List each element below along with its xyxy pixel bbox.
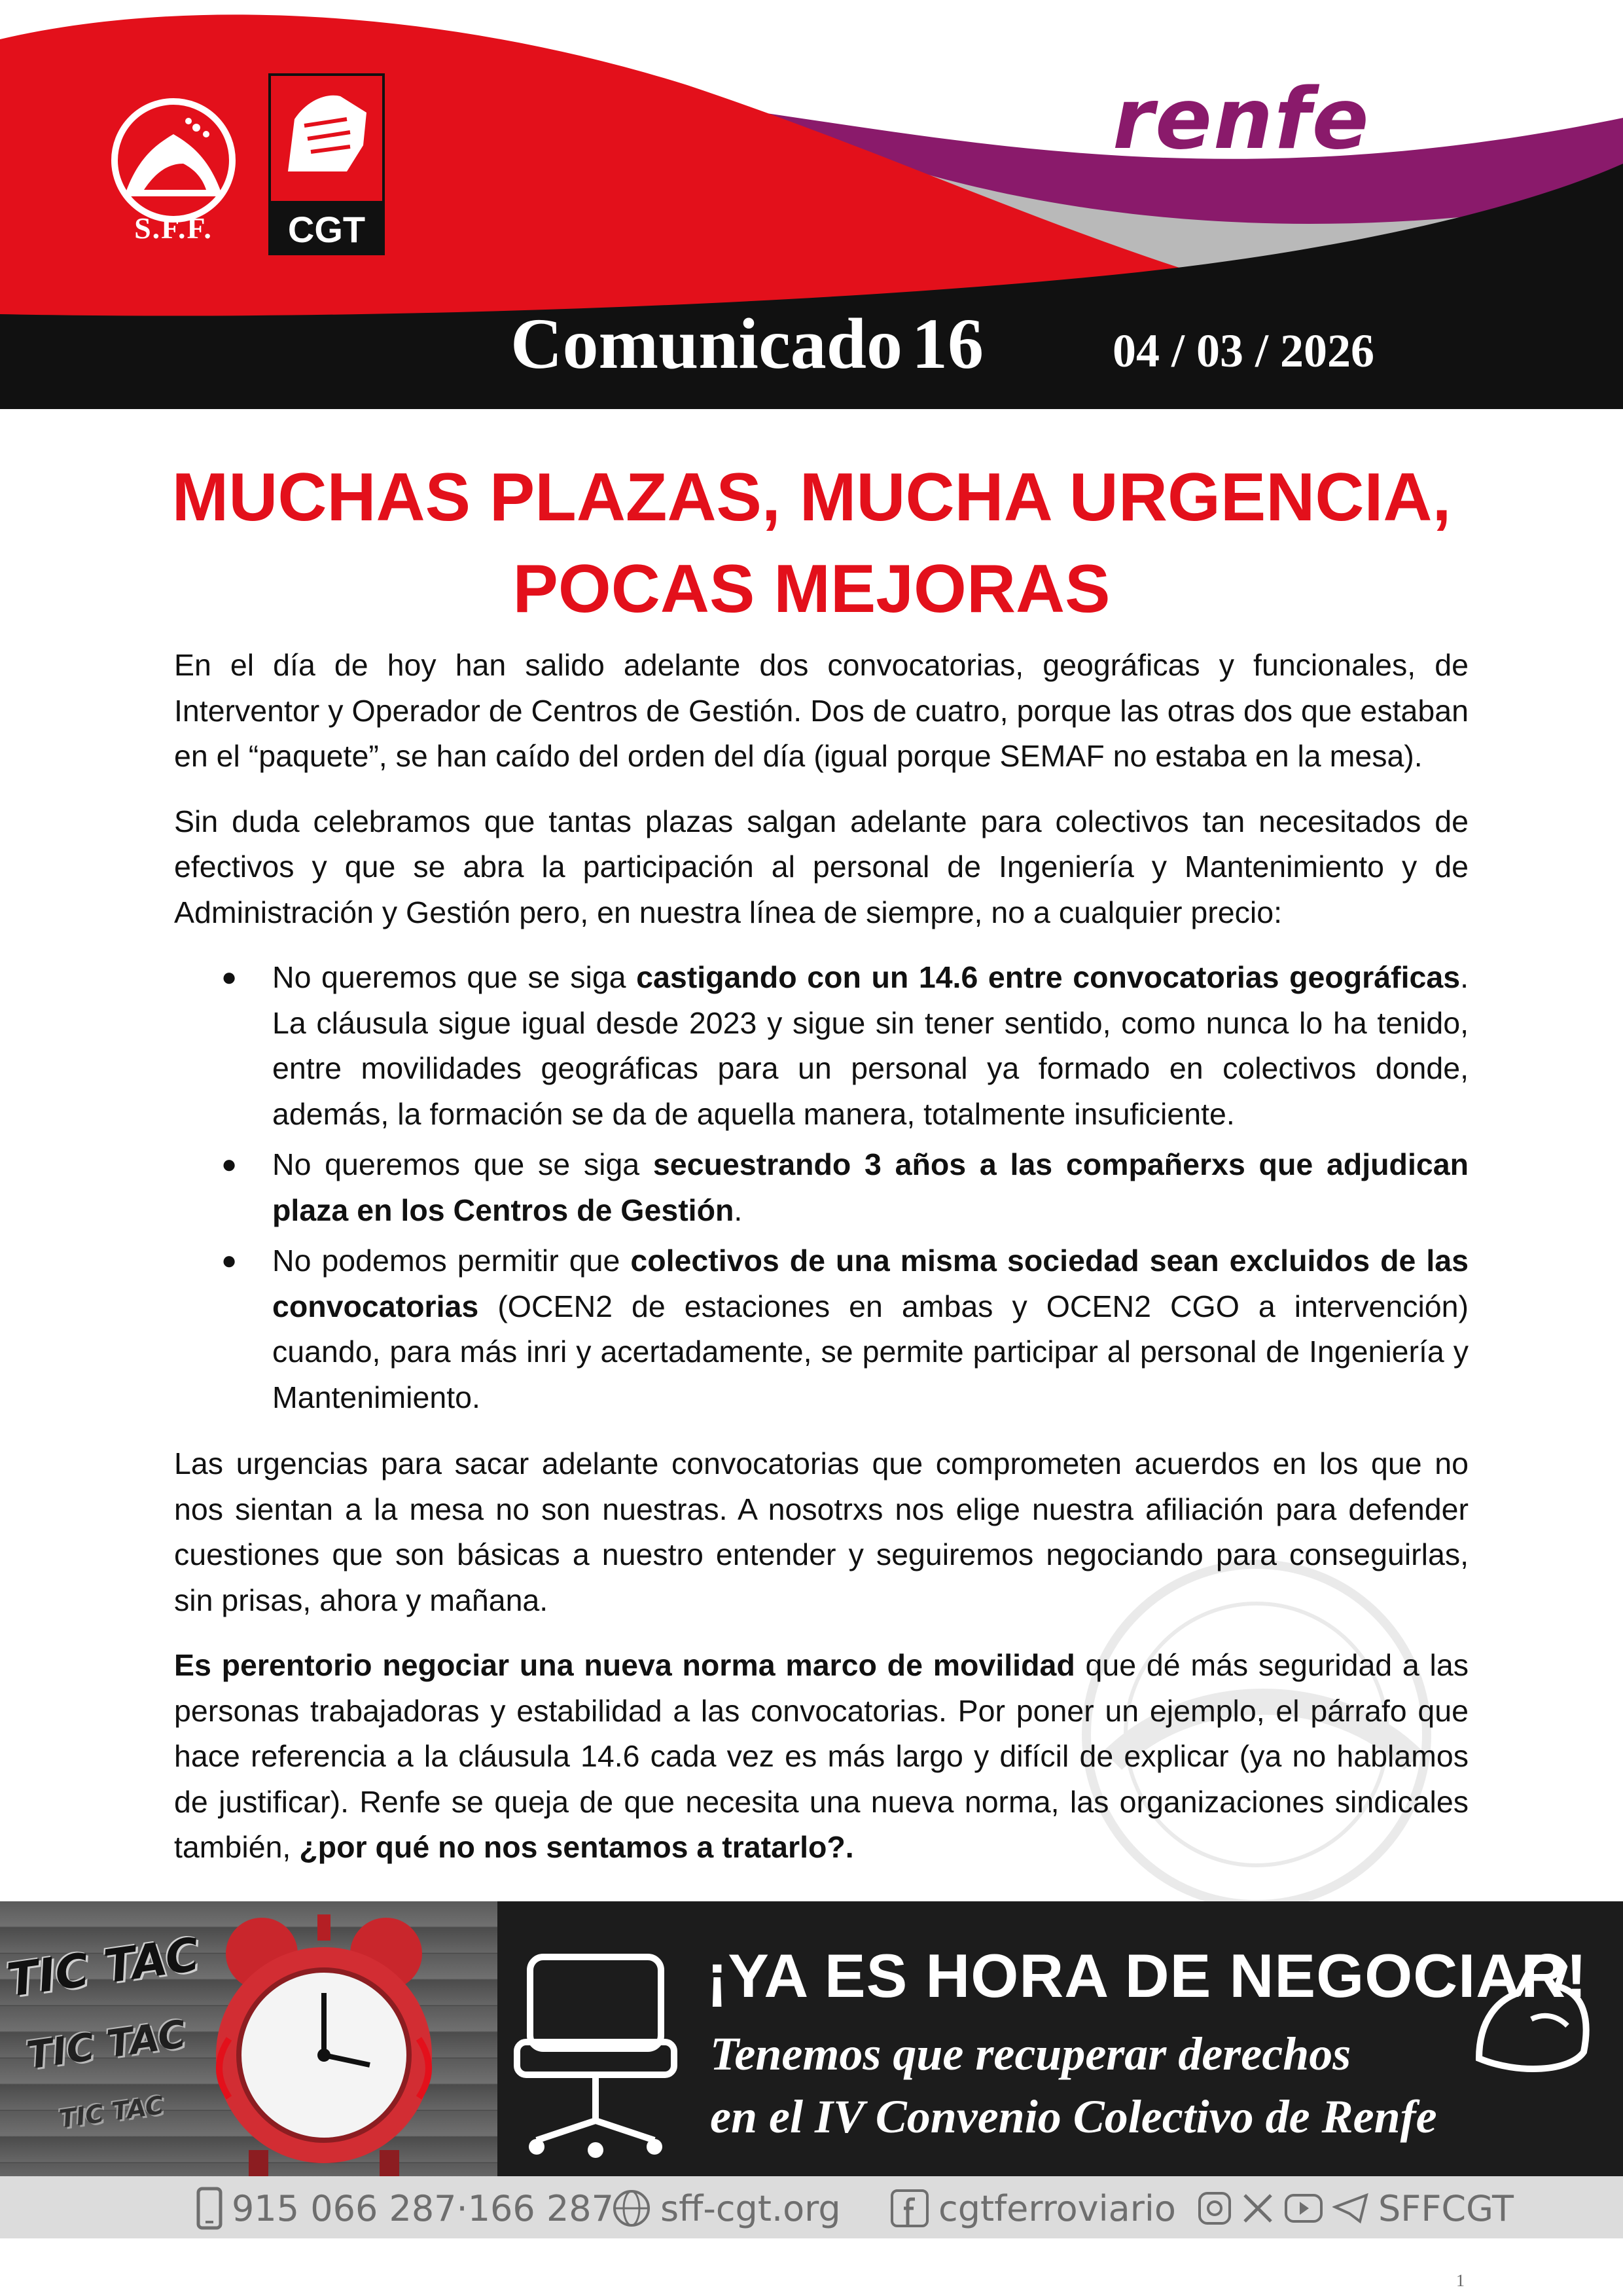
banner-subtitle-1: Tenemos que recuperar derechos [710, 2028, 1351, 2080]
sff-label: S.F.F. [134, 211, 213, 245]
instagram-icon [1198, 2191, 1232, 2225]
facebook-handle: cgtferroviario [938, 2187, 1176, 2229]
comunicado-heading [510, 302, 984, 386]
paragraph-2: Sin duda celebramos que tantas plazas salgan adelante para colectivos tan necesitados de efectivos y que se abra la participación al personal de Ingeniería y Mantenimiento y de Administración y Gestión pero, en nuestra línea de siempre, no a cualquier precio: [174, 804, 1469, 929]
youtube-icon [1284, 2191, 1323, 2225]
alarm-clock-icon [190, 1908, 458, 2176]
negotiation-banner [0, 1901, 1623, 2176]
x-twitter-icon [1241, 2191, 1275, 2225]
flexed-arm-icon [1459, 1941, 1603, 2085]
phone-icon [196, 2187, 223, 2230]
website: sff-cgt.org [660, 2187, 841, 2229]
banner-headline: ¡YA ES HORA DE NEGOCIAR! [707, 1941, 1588, 2010]
page-number: 1 [1456, 2271, 1465, 2290]
comunicado-number: 16 [911, 304, 984, 384]
facebook-icon [890, 2189, 929, 2228]
globe-icon [612, 2189, 651, 2228]
document-body [174, 643, 1469, 1890]
bullet-icon: ● [221, 1246, 238, 1275]
tictac-text-2: TIC TAC [24, 2011, 189, 2078]
tictac-text-3: TIC TAC [57, 2090, 166, 2134]
list-item: ● No queremos que se siga secuestrando 3 años a las compañerxs que adjudican plaza en los Centros de Gestión. [174, 1142, 1469, 1233]
list-item: ● No queremos que se siga castigando con un 14.6 entre convocatorias geográficas. La cláusula sigue igual desde 2023 y sigue sin tener sentido, como nunca lo ha tenido, entre movilidades geográficas para un personal ya formado en colectivos donde, además, la formación se da de aquella manera, totalmente insuficiente. [174, 955, 1469, 1137]
comunicado-date: 04 / 03 / 2026 [1113, 325, 1375, 377]
telegram-icon [1332, 2191, 1369, 2225]
paragraph-1: En el día de hoy han salido adelante dos convocatorias, geográficas y funcionales, de Interventor y Operador de Centros de Gestión. Dos de cuatro, porque las otras dos que estaban en el “paquete”, se han caído del orden del día (igual porque SEMAF no estaba en la mesa). [174, 648, 1469, 773]
contact-phone[interactable] [196, 2185, 614, 2231]
renfe-logo: renfe [1113, 71, 1370, 168]
contact-social[interactable] [1198, 2185, 1514, 2231]
tictac-text-1: TIC TAC [3, 1927, 203, 2008]
paragraph-3: Las urgencias para sacar adelante convocatorias que comprometen acuerdos en los que no nos sientan a la mesa no son nuestras. A nosotrxs nos elige nuestra afiliación para defender cuestiones que son básicas a nuestro entender y seguiremos negociando para conseguirlas, sin prisas, ahora y mañana. [174, 1446, 1469, 1617]
banner-subtitle-2: en el IV Convenio Colectivo de Renfe [710, 2090, 1437, 2143]
bullet-icon: ● [221, 963, 238, 992]
contact-bar [0, 2176, 1623, 2238]
title-line-1: MUCHAS PLAZAS, MUCHA URGENCIA, [171, 459, 1452, 535]
bullet-list [174, 955, 1469, 1420]
contact-facebook[interactable] [890, 2185, 1176, 2231]
phone-number: 915 066 287·166 287 [232, 2187, 615, 2229]
comunicado-label: Comunicado [510, 304, 902, 384]
list-item: ● No podemos permitir que colectivos de una misma sociedad sean excluidos de las convocatorias (OCEN2 de estaciones en ambas y OCEN2 CGO a intervención) cuando, para más inri y acertadamente, se permite participar al personal de Ingeniería y Mantenimiento. [174, 1238, 1469, 1420]
title-line-2: POCAS MEJORAS [512, 551, 1111, 627]
paragraph-4: Es perentorio negociar una nueva norma marco de movilidad que dé más seguridad a las personas trabajadoras y estabilidad a las convocatorias. Por poner un ejemplo, el párrafo que hace referencia a la cláusula 14.6 cada vez es más largo y difícil de explicar (ya no hablamos de justificar). Renfe se queja de que necesita una nueva norma, las organizaciones sindicales también, ¿por qué no nos sentamos a tratarlo?. [174, 1648, 1469, 1864]
chair-icon [510, 1944, 681, 2160]
page-title [131, 452, 1492, 635]
contact-web[interactable] [612, 2185, 841, 2231]
bullet-icon: ● [221, 1150, 238, 1179]
header [0, 0, 1623, 409]
social-handle: SFFCGT [1378, 2187, 1514, 2229]
cgt-label: CGT [287, 209, 366, 250]
